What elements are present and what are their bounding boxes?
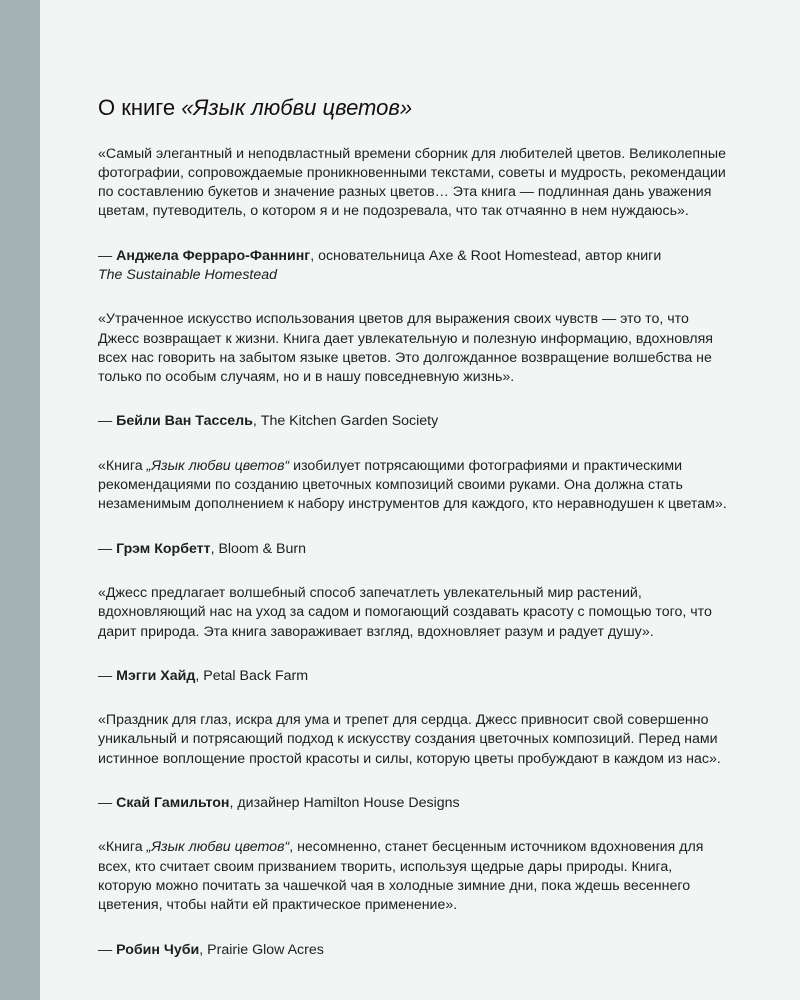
review-quote [98,838,728,915]
review-quote: «Самый элегантный и неподвластный времени сборник для любителей цветов. Великолепные фотографии, сопровождаемые проникновенными текстами, советы и мудрость, рекомендации по составлению букетов и значение разных цветов… Эта книга — подлинная дань уважения цветам, путеводитель, о котором я и не подозревала, что так отчаянно в нем нуждаюсь». [98,145,726,220]
attribution-dash: — [98,413,117,430]
attribution-dash: — [98,247,117,264]
reviewer-affiliation: , Bloom & Burn [210,540,306,557]
reviewer-name: Бейли Ван Тассель [116,413,253,430]
reviewer-name: Скай Гамильтон [116,795,230,812]
reviewer-affiliation: , Petal Back Farm [195,667,309,684]
quote-part: «Книга [98,839,147,856]
review-quote: «Утраченное искусство использования цветов для выражения своих чувств — это то, что Джесс возвращает к жизни. Книга дает увлекательную и полезную информацию, вдохновляя всех нас говорить на забытом языке цветов. Это долгожданное возвращение волшебства не только по особым случаям, но и в нашу повседневную жизнь». [98,311,713,386]
review-quote: «Джесс предлагает волшебный способ запечатлеть увлекательный мир растений, вдохновляющий нас на уход за садом и помогающий создавать красоту с помощью того, что дарит природа. Эта книга завораживает взгляд, вдохновляет разум и радует душу». [98,584,712,640]
quote-book-title: „Язык любви цветов“ [146,457,290,474]
quote-part: изобилует потрясающими фотографиями и практическими рекомендациями по созданию цветочных композиций своими руками. Она должна стать незаменимым дополнением к набору инструментов для каждого, кто неравнодушен к цветам». [98,457,727,513]
review-attribution [98,794,728,813]
quote-part: «Книга [98,457,147,474]
reviewer-affiliation: , основательница Axe & Root Homestead, автор книги [310,247,662,264]
reviewer-affiliation: , The Kitchen Garden Society [252,413,439,430]
review-attribution [98,941,728,960]
review-attribution [98,247,728,286]
attribution-dash: — [98,941,117,958]
page-title [98,94,728,122]
quote-part: , несомненно, станет бесценным источником вдохновения для всех, кто считает своим призванием творить, используя щедрые дары природы. Книга, которую можно почитать за чашечкой чая в холодные зимние дни, пока ждешь весеннего цветения, чтобы найти ей практическое применение». [98,839,704,914]
review-attribution [98,667,728,686]
reviewer-name: Робин Чуби [116,941,200,958]
reviewer-book-title: The Sustainable Homestead [98,266,278,283]
review-quote [98,457,728,515]
review-quote: «Праздник для глаз, искра для ума и трепет для сердца. Джесс привносит свой совершенно уникальный и потрясающий подход к искусству создания цветочных композиций. Перед нами истинное воплощение простой красоты и силы, которую цветы пробуждают в каждом из нас». [98,712,721,767]
reviewer-name: Мэгги Хайд [116,667,196,684]
side-accent-bar [0,0,40,1000]
reviewer-affiliation: , дизайнер Hamilton House Designs [229,795,460,812]
quote-book-title: „Язык любви цветов“ [146,839,290,856]
page-content [98,94,728,985]
title-book-name: «Язык любви цветов» [181,95,413,120]
reviewer-name: Анджела Ферраро-Фаннинг [116,247,311,264]
reviewer-name: Грэм Корбетт [116,540,211,557]
attribution-dash: — [98,540,117,557]
review-attribution [98,540,728,559]
attribution-dash: — [98,667,117,684]
reviewer-affiliation: , Prairie Glow Acres [199,941,324,958]
review-attribution [98,412,728,431]
title-prefix: О книге [98,95,182,120]
attribution-dash: — [98,795,117,812]
